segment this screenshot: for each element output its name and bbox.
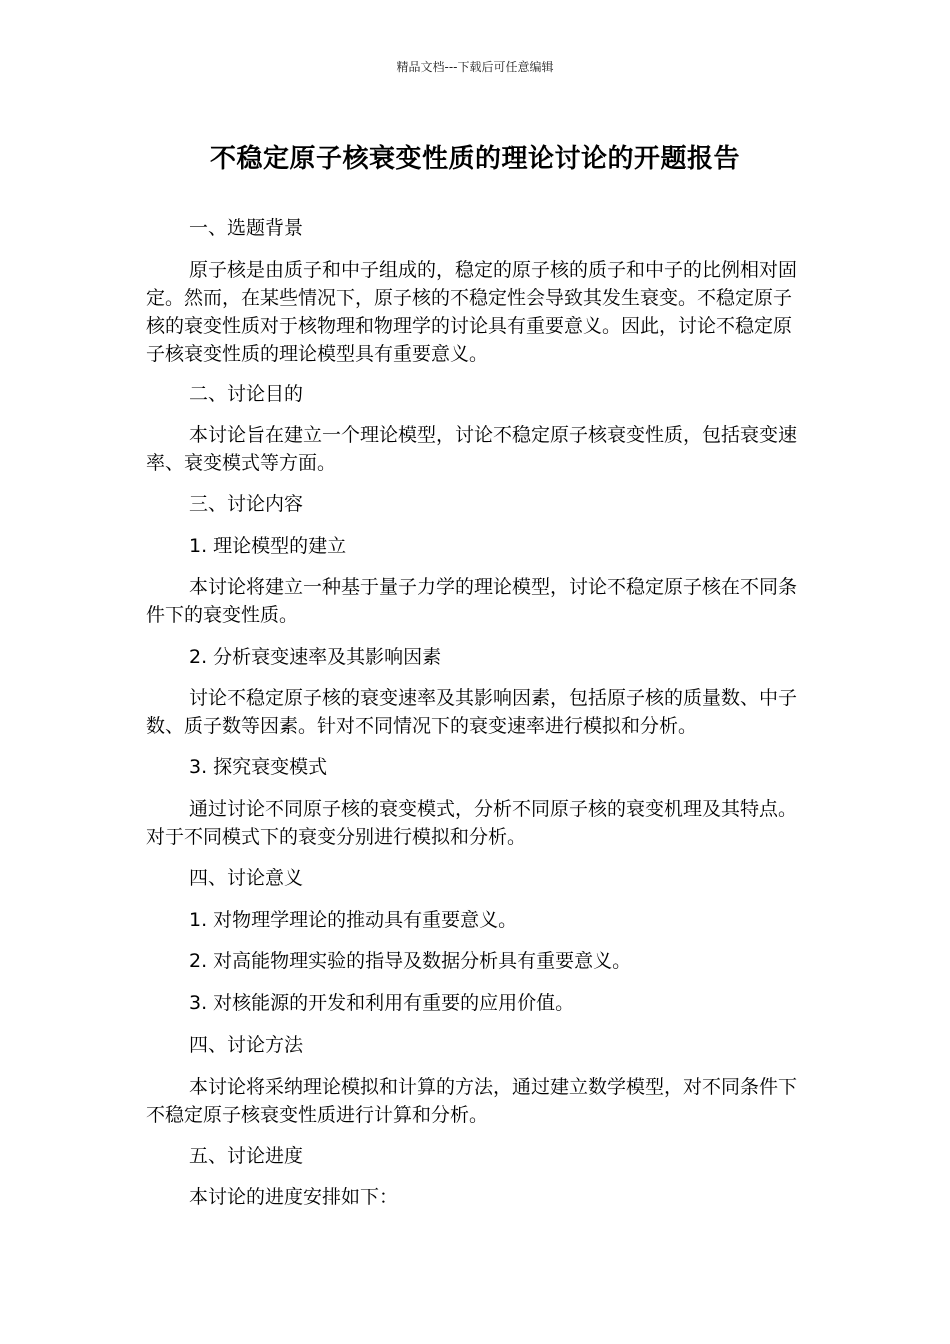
significance-item-2: 2. 对高能物理实验的指导及数据分析具有重要意义。: [189, 950, 632, 972]
paragraph-method: 本讨论将采纳理论模拟和计算的方法，通过建立数学模型，对不同条件下不稳定原子核衰变性质进行计算和分析。: [146, 1076, 798, 1126]
document-title: 不稳定原子核衰变性质的理论讨论的开题报告: [209, 144, 740, 174]
section-heading-content: 三、讨论内容: [189, 493, 304, 515]
significance-item-1: 1. 对物理学理论的推动具有重要意义。: [189, 909, 518, 931]
paragraph-background: 原子核是由质子和中子组成的，稳定的原子核的质子和中子的比例相对固定。然而，在某些情况下，原子核的不稳定性会导致其发生衰变。不稳定原子核的衰变性质对于核物理和物理学的讨论具有重要意义。因此，讨论不稳定原子核衰变性质的理论模型具有重要意义。: [146, 259, 798, 365]
paragraph-purpose: 本讨论旨在建立一个理论模型，讨论不稳定原子核衰变性质，包括衰变速率、衰变模式等方面。: [146, 424, 798, 474]
paragraph-decay-mode: 通过讨论不同原子核的衰变模式，分析不同原子核的衰变机理及其特点。对于不同模式下的衰变分别进行模拟和分析。: [146, 798, 798, 848]
paragraph-schedule: 本讨论的进度安排如下：: [189, 1186, 399, 1208]
header-note: 精品文档---下载后可任意编辑: [396, 60, 554, 74]
section-heading-schedule: 五、讨论进度: [189, 1145, 304, 1167]
section-heading-method: 四、讨论方法: [189, 1034, 304, 1056]
content-item-decay-rate: 2. 分析衰变速率及其影响因素: [189, 646, 442, 668]
paragraph-decay-rate: 讨论不稳定原子核的衰变速率及其影响因素，包括原子核的质量数、中子数、质子数等因素。针对不同情况下的衰变速率进行模拟和分析。: [146, 687, 798, 737]
section-heading-purpose: 二、讨论目的: [189, 383, 304, 405]
significance-item-3: 3. 对核能源的开发和利用有重要的应用价值。: [189, 992, 575, 1014]
section-heading-background: 一、选题背景: [189, 217, 304, 239]
content-item-model: 1. 理论模型的建立: [189, 535, 347, 557]
paragraph-model: 本讨论将建立一种基于量子力学的理论模型，讨论不稳定原子核在不同条件下的衰变性质。: [146, 576, 798, 626]
content-item-decay-mode: 3. 探究衰变模式: [189, 756, 328, 778]
section-heading-significance: 四、讨论意义: [189, 867, 304, 889]
